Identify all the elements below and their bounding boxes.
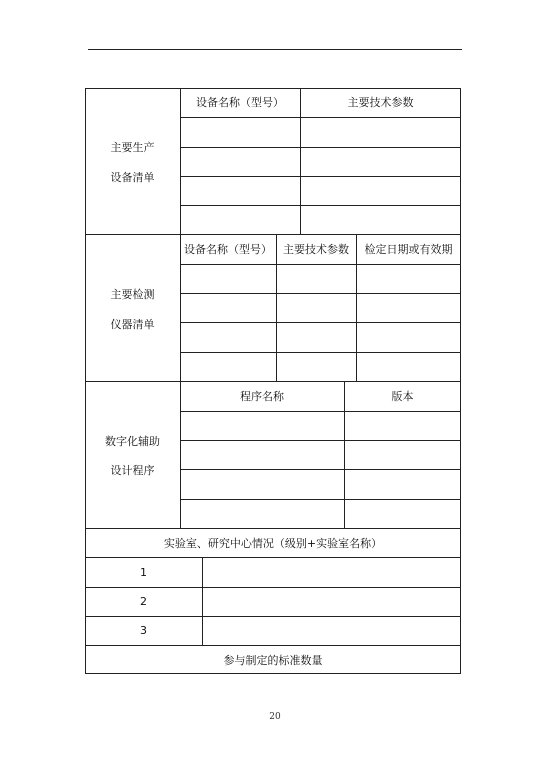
- input-cell[interactable]: [357, 323, 461, 352]
- column-header-version: 版本: [391, 390, 414, 403]
- input-cell[interactable]: [301, 148, 461, 176]
- section-label-testing-line1: 主要检测: [110, 288, 155, 301]
- input-cell[interactable]: [357, 353, 461, 381]
- input-cell[interactable]: [345, 500, 461, 528]
- section-label-production-line1: 主要生产: [110, 141, 155, 154]
- input-cell[interactable]: [181, 500, 344, 528]
- input-cell[interactable]: [181, 412, 344, 440]
- page-number: 20: [269, 712, 281, 722]
- section-label-testing-line2: 仪器清单: [110, 318, 155, 331]
- input-cell[interactable]: [181, 441, 344, 469]
- input-cell[interactable]: [203, 558, 461, 587]
- input-cell[interactable]: [181, 148, 300, 176]
- section-label-program-line2: 设计程序: [110, 464, 155, 477]
- input-cell[interactable]: [301, 177, 461, 205]
- input-cell[interactable]: [357, 265, 461, 293]
- input-cell[interactable]: [277, 323, 356, 352]
- input-cell[interactable]: [345, 412, 461, 440]
- input-cell[interactable]: [181, 323, 276, 352]
- column-header-instrument-params: 主要技术参数: [283, 243, 349, 256]
- laboratory-title: 实验室、研究中心情况（级别+实验室名称）: [163, 537, 383, 550]
- input-cell[interactable]: [181, 118, 300, 147]
- input-cell[interactable]: [277, 265, 356, 293]
- input-cell[interactable]: [301, 206, 461, 234]
- column-header-calibration-date: 检定日期或有效期: [364, 243, 453, 256]
- column-header-tech-params: 主要技术参数: [347, 96, 414, 109]
- input-cell[interactable]: [345, 441, 461, 469]
- input-cell[interactable]: [203, 588, 461, 616]
- input-cell[interactable]: [345, 470, 461, 499]
- column-header-program-name: 程序名称: [240, 390, 284, 403]
- lab-row-number: 3: [140, 624, 147, 637]
- column-header-equipment-name: 设备名称（型号）: [196, 96, 284, 109]
- section-label-program-line1: 数字化辅助: [105, 435, 160, 448]
- input-cell[interactable]: [181, 206, 300, 234]
- input-cell[interactable]: [301, 118, 461, 147]
- input-cell[interactable]: [277, 353, 356, 381]
- input-cell[interactable]: [357, 294, 461, 322]
- section-label-production-line2: 设备清单: [110, 171, 155, 184]
- header-rule: [88, 49, 462, 50]
- input-cell[interactable]: [277, 294, 356, 322]
- input-cell[interactable]: [181, 470, 344, 499]
- input-cell[interactable]: [181, 177, 300, 205]
- input-cell[interactable]: [181, 353, 276, 381]
- lab-row-number: 1: [140, 566, 147, 579]
- lab-row-number: 2: [140, 595, 147, 608]
- input-cell[interactable]: [181, 265, 276, 293]
- column-header-instrument-name: 设备名称（型号）: [184, 243, 272, 256]
- input-cell[interactable]: [203, 617, 461, 645]
- input-cell[interactable]: [181, 294, 276, 322]
- standards-title: 参与制定的标准数量: [223, 654, 323, 667]
